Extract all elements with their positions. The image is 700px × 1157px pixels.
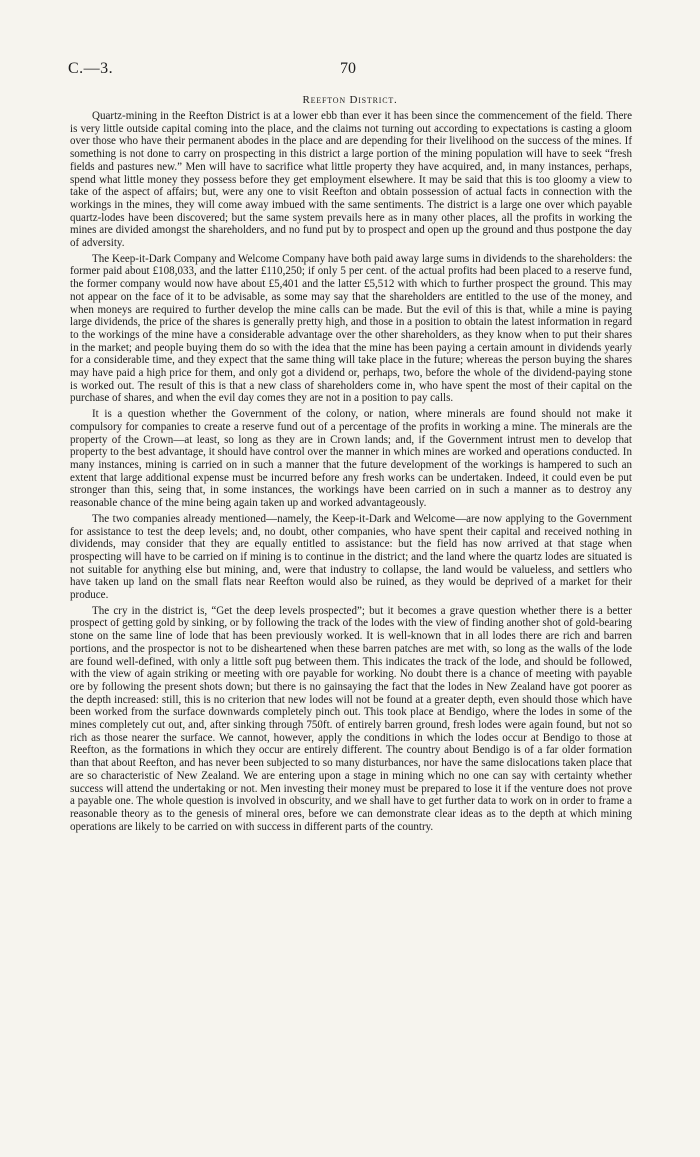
page-number: 70 bbox=[340, 60, 356, 77]
paragraph: The Keep-it-Dark Company and Welcome Company have both paid away large sums in dividends to the shareholders: the former paid about £108,033, and the latter £110,250; if only 5 per cent. of the actual profits had been placed to a reserve fund, the former company would now have about £5,401 and the latter £5,512 with which to further prospect the ground. This may not appear on the face of it to be advisable, as some may say that the shareholders are entitled to the use of the money, and when moneys are required to further develop the mine calls can be made. But the evil of this is that, while a mine is paying large dividends, the price of the shares is generally pretty high, and those in a position to obtain the latest information in regard to the workings of the mine have a considerable advantage over the other shareholders, as they know when to put their shares in the market; and people buying them do so with the idea that the mine has been paying a certain amount in dividends yearly for a considerable time, and they expect that the same thing will take place in the future; whereas the person buying the shares may have paid a high price for them, and only got a dividend or, perhaps, two, before the whole of the dividend-paying stone is worked out. The result of this is that a new class of shareholders come in, who have spent the most of their capital on the purchase of shares, and when the evil day comes they are not in a position to pay calls. bbox=[70, 252, 632, 405]
paragraph: Quartz-mining in the Reefton District is at a lower ebb than ever it has been since the commencement of the field. There is very little outside capital coming into the place, and the claims not turning out according to expectations is casting a gloom over those who have their permanent abodes in the place and are depending for their livelihood on the success of the mines. If something is not done to carry on prospecting in this district a large portion of the mining population will have to seek “fresh fields and pastures new.” Men will have to sacrifice what little property they have acquired, and, in many instances, perhaps, spend what little money they possess before they get employment elsewhere. It may be said that this is too gloomy a view to take of the aspect of affairs; but, were any one to visit Reefton and obtain possession of actual facts in connection with the workings in the mines, they will come away imbued with the same sentiments. The district is a large one over which payable quartz-lodes have been discovered; but the same system prevails here as in many other places, all the profits in working the mines are divided amongst the shareholders, and no fund put by to prospect and open up the ground and thus postpone the day of adversity. bbox=[70, 110, 632, 250]
section-title: Reefton District. bbox=[302, 94, 398, 106]
body-text bbox=[70, 110, 632, 836]
paragraph: It is a question whether the Government of the colony, or nation, where minerals are found should not make it compulsory for companies to create a reserve fund out of a percentage of the profits in working a mine. The minerals are the property of the Crown—at least, so long as they are in Crown lands; and, if the Government intrust men to develop that property to the best advantage, it should have control over the manner in which mines are worked and operations conducted. In many instances, mining is carried on in such a manner that the future development of the workings is hampered to such an extent that large additional expense must be incurred before any fresh works can be undertaken. Indeed, it could even be put stronger than this, seing that, in some instances, the workings have been carried on in such a manner as to destroy any reasonable chance of the mine being again taken up and worked advantageously. bbox=[70, 408, 632, 510]
report-reference: C.—3. bbox=[68, 60, 114, 77]
paragraph: The two companies already mentioned—namely, the Keep-it-Dark and Welcome—are now applying to the Government for assistance to test the deep levels; and, no doubt, other companies, who have spent their capital and received nothing in dividends, may consider that they are equally entitled to assistance: but the field has now arrived at that stage when prospecting will have to be carried on if mining is to continue in the district; and the land where the quartz lodes are situated is not suitable for anything else but mining, and, were that industry to collapse, the land would be valueless, and settlers who have taken up land on the small flats near Reefton would also be ruined, as they would be deprived of a market for their produce. bbox=[70, 512, 632, 602]
paragraph: The cry in the district is, “Get the deep levels prospected”; but it becomes a grave question whether there is a better prospect of getting gold by sinking, or by following the track of the lodes with the view of finding another shot of gold-bearing stone on the same line of lode that has been previously worked. It is well-known that in all lodes there are rich and barren portions, and the prospector is not to be disheartened when these barren patches are met with, so long as the walls of the lode are found well-defined, with only a little soft pug between them. This indicates the track of the lode, and should be followed, with the view of again striking or meeting with ore payable for working. No doubt there is a chance of meeting with payable ore by following the present shots down; but there is no gainsaying the fact that the lodes in New Zealand have got poorer as the depth increased: still, this is no criterion that new lodes will not be found at a greater depth, even should those which have been worked from the surface downwards completely pinch out. This took place at Bendigo, where the lodes in some of the mines completely cut out, and, after sinking through 750ft. of entirely barren ground, fresh lodes were again found, but not so rich as those nearer the surface. We cannot, however, apply the conditions in which the lodes occur at Bendigo to those at Reefton, as the formations in which they occur are entirely different. The country about Bendigo is of a far older formation than that about Reefton, and has never been subjected to so many disturbances, nor have the same dislocations taken place that are so characteristic of New Zealand. We are entering upon a stage in mining which no one can say with certainty whether success will attend the undertaking or not. Men investing their money must be prepared to lose it if the venture does not prove a payable one. The whole question is involved in obscurity, and we shall have to get further data to work on in order to frame a reasonable theory as to the genesis of mineral ores, before we can demonstrate clear ideas as to the depth at which mining operations are likely to be carried on with success in different parts of the country. bbox=[70, 604, 632, 833]
